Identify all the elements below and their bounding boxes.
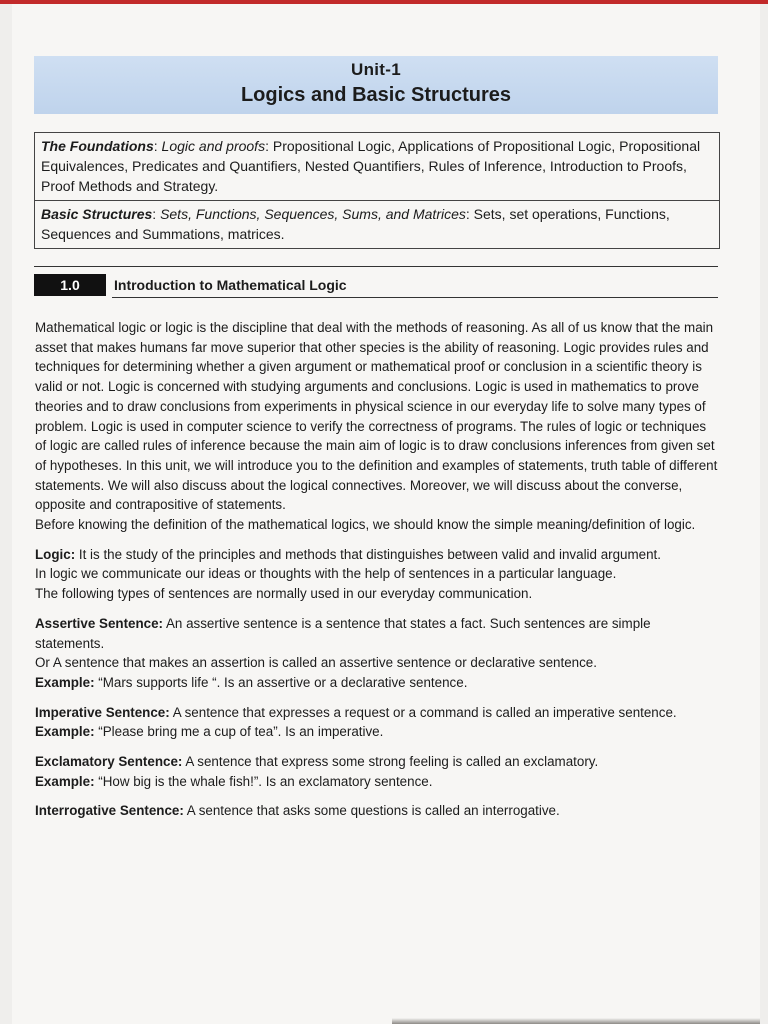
example-label: Example: — [35, 773, 95, 789]
syllabus-heading: The Foundations — [41, 138, 154, 154]
body-text — [35, 318, 719, 821]
unit-title: Logics and Basic Structures — [240, 84, 512, 106]
communicate-paragraph: In logic we communicate our ideas or thoughts with the help of sentences in a particular language. — [35, 566, 617, 582]
imperative-definition — [35, 703, 719, 723]
section-rule-bottom — [112, 297, 718, 298]
page-bottom-shadow — [392, 1018, 760, 1024]
syllabus-subheading: Logic and proofs — [161, 138, 266, 154]
imperative-text: A sentence that expresses a request or a command is called an imperative sentence. — [169, 704, 677, 720]
imperative-example-text: “Please bring me a cup of tea”. Is an imperative. — [94, 724, 384, 740]
syllabus-subheading: Sets, Functions, Sequences, Sums, and Matrices — [160, 206, 466, 222]
exclamatory-definition — [35, 752, 719, 772]
example-label: Example: — [35, 674, 95, 690]
section-number: 1.0 — [34, 274, 106, 296]
imperative-label: Imperative Sentence: — [35, 704, 170, 720]
intro-paragraph: Mathematical logic or logic is the discipline that deal with the methods of reasoning. As all of us know that the main asset that makes humans far move superior that other species is the ability of reasoning. Logic provides rules and techniques for determining whether a given argument or mathematical proof or conclusion in a scientific theory is valid or not. Logic is concerned with studying arguments and conclusions. Logic is used in mathematics to prove theories and to draw conclusions from experiments in physical science in our everyday life to solve many types of problem. Logic is used in computer science to verify the correctness of programs. The rules of logic or techniques of logic are called rules of inference because the main aim of logic is to draw conclusions inferences from given set of hypotheses. In this unit, we will introduce you to the definition and examples of statements, truth table of different statements. We will also discuss about the logical connectives. Moreover, we will discuss about the converse, opposite and contrapositive of statements. — [35, 320, 718, 513]
interrogative-definition — [35, 801, 719, 821]
logic-definition — [35, 545, 719, 565]
syllabus-text: Propositional Logic, Applications of Propositional Logic, Propositional Equivalences, Predicates and Quantifiers, Nested Quantifiers, Rules of Inference, Introduction to Proofs, Proof Methods and Strategy. — [41, 138, 701, 194]
assertive-text: An assertive sentence is a sentence that states a fact. Such sentences are simple statements. — [35, 615, 651, 651]
syllabus-row-foundations: The Foundations: Logic and proofs: Propositional Logic, Applications of Propositional Logic, Propositional Equivalences, Predicates and Quantifiers, Nested Quantifiers, Rules of Inference, Introduction to Proofs, Proof Methods and Strategy. — [41, 138, 701, 194]
exclamatory-example-text: “How big is the whale fish!”. Is an exclamatory sentence. — [94, 773, 433, 789]
logic-label: Logic: — [35, 546, 76, 562]
exclamatory-example — [35, 772, 719, 792]
syllabus-text: Sets, set operations, Functions, Sequences and Summations, matrices. — [41, 206, 670, 242]
assertive-example — [35, 673, 719, 693]
assertive-or: Or A sentence that makes an assertion is called an assertive sentence or declarative sentence. — [35, 655, 597, 671]
assertive-definition — [35, 614, 719, 653]
example-label: Example: — [35, 724, 95, 740]
types-paragraph: The following types of sentences are normally used in our everyday communication. — [35, 586, 533, 602]
syllabus-row-basic-structures: Basic Structures: Sets, Functions, Sequences, Sums, and Matrices: Sets, set operations, Functions, Sequences and Summations, matrices. — [35, 200, 719, 248]
syllabus-box — [34, 132, 720, 249]
section-title: Introduction to Mathematical Logic — [114, 277, 347, 293]
interrogative-text: A sentence that asks some questions is called an interrogative. — [183, 803, 560, 819]
syllabus-heading: Basic Structures — [41, 206, 153, 222]
before-paragraph: Before knowing the definition of the mathematical logics, we should know the simple meaning/definition of logic. — [35, 517, 696, 533]
unit-label: Unit-1 — [351, 60, 401, 79]
imperative-example — [35, 722, 719, 742]
unit-header — [34, 56, 718, 114]
exclamatory-text: A sentence that express some strong feeling is called an exclamatory. — [182, 754, 599, 770]
section-rule-top — [34, 266, 718, 267]
assertive-label: Assertive Sentence: — [35, 615, 164, 631]
logic-text: It is the study of the principles and methods that distinguishes between valid and invalid argument. — [75, 546, 661, 562]
book-page — [12, 4, 760, 1024]
interrogative-label: Interrogative Sentence: — [35, 803, 184, 819]
assertive-example-text: “Mars supports life “. Is an assertive or a declarative sentence. — [94, 674, 468, 690]
exclamatory-label: Exclamatory Sentence: — [35, 754, 183, 770]
